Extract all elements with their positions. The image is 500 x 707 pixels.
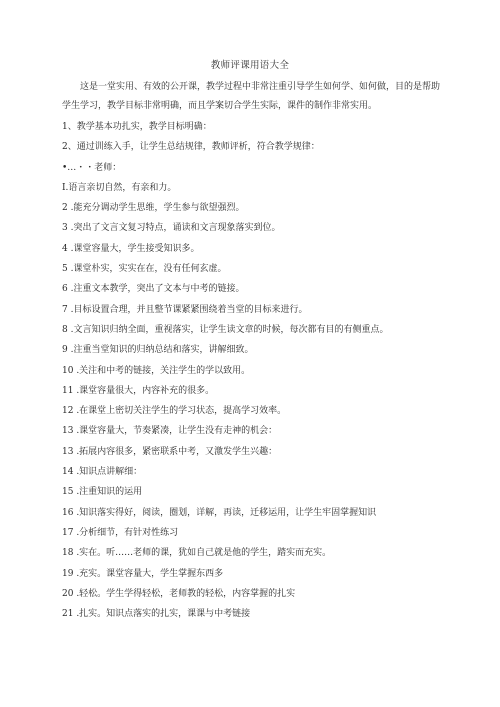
list-item: 8 .文言知识归纳全面，重视落实，让学生读文章的时候，每次都有目的有侧重点。 xyxy=(62,324,389,335)
list-item: 5 .课堂朴实，实实在在，没有任何玄虚。 xyxy=(62,264,227,275)
list-item: 6 .注重文本教学，突出了文本与中考的链接。 xyxy=(62,284,245,295)
list-item: 2 .能充分调动学生思维，学生参与欲望强烈。 xyxy=(62,203,245,214)
list-item: 12 .在课堂上密切关注学生的学习状态，提高学习效率。 xyxy=(62,406,287,417)
list-item: 3 .突出了文言文复习特点，诵读和文言现象落实到位。 xyxy=(62,223,281,234)
list-item: 2、通过训练入手，让学生总结规律，教师评析，符合教学规律： xyxy=(62,142,320,153)
list-item: 4 .课堂容量大，学生接受知识多。 xyxy=(62,243,200,254)
list-item: 20 .轻松。学生学得轻松，老师教的轻松，内容掌握的扎实 xyxy=(62,588,296,599)
list-item: 16 .知识落实得好，阅读，圈划，详解，再读，迁移运用，让学生牢固掌握知识 xyxy=(62,507,377,518)
list-item: 13 .拓展内容很多，紧密联系中考，又激发学生兴趣： xyxy=(62,446,278,457)
list-item: 9 .注重当堂知识的归纳总结和落实，讲解细致。 xyxy=(62,345,254,356)
list-item: I.语言亲切自然，有亲和力。 xyxy=(62,182,177,193)
list-item: 7 .目标设置合理，并且整节课紧紧围绕着当堂的目标来进行。 xyxy=(62,304,308,315)
list-item: •…・・老师： xyxy=(62,162,122,173)
list-item: 10 .关注和中考的链接，关注学生的学以致用。 xyxy=(62,365,251,376)
list-item: 18 .实在。听……老师的课，犹如自己就是他的学生，踏实而充实。 xyxy=(62,548,332,559)
list-item: 1、教学基本功扎实，教学目标明确： xyxy=(62,122,212,132)
intro-paragraph: 这是一堂实用、有效的公开课，教学过程中非常注重引导学生如何学、如何做，目的是帮助学生学习，教学目标非常明确，而且学案切合学生实际，课件的制作非常实用。 xyxy=(62,82,441,111)
list-item: 13 .课堂容量大，节奏紧凑，让学生没有走神的机会： xyxy=(62,426,278,437)
list-item: 14 .知识点讲解细： xyxy=(62,467,143,478)
document-title: 教师评课用语大全 xyxy=(210,60,290,71)
list-item: 11 .课堂容量很大，内容补充的很多。 xyxy=(62,385,215,396)
list-item: 17 .分析细节，有针对性练习 xyxy=(62,527,179,538)
list-item: 19 .充实。课堂容量大，学生掌握东西多 xyxy=(62,568,224,579)
comment-list xyxy=(62,117,452,624)
list-item: 21 .扎实。知识点落实的扎实，课课与中考链接 xyxy=(62,609,251,620)
list-item: 15 .注重知识的运用 xyxy=(62,487,143,498)
